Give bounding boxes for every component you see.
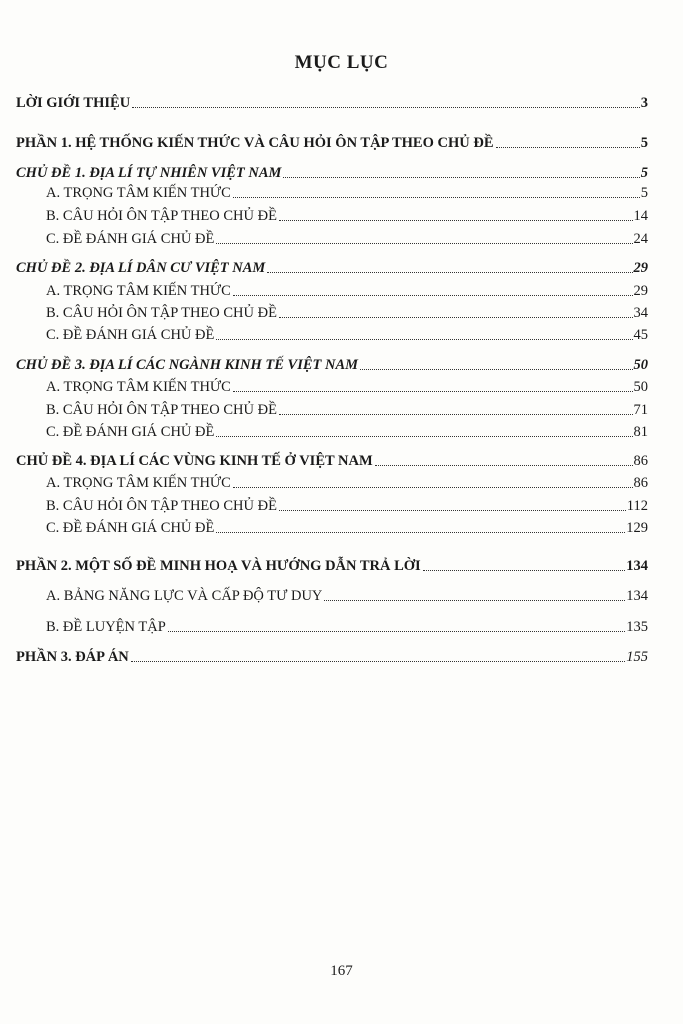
toc-entry-page: 50 bbox=[633, 357, 648, 373]
dot-leader bbox=[132, 107, 640, 108]
toc-entry-phan-2-a bbox=[46, 586, 648, 606]
toc-entry-chu-de-4-a bbox=[46, 473, 648, 493]
toc-entry-phan-2 bbox=[16, 556, 648, 576]
dot-leader bbox=[168, 631, 625, 632]
dot-leader bbox=[267, 272, 632, 273]
dot-leader bbox=[216, 243, 632, 244]
toc-entry-page: 24 bbox=[633, 231, 648, 247]
toc-entry-label: PHẦN 1. HỆ THỐNG KIẾN THỨC VÀ CÂU HỎI ÔN TẬP THEO CHỦ ĐỀ bbox=[16, 135, 494, 151]
toc-entry-page: 71 bbox=[633, 402, 648, 418]
toc-entry-label: A. BẢNG NĂNG LỰC VÀ CẤP ĐỘ TƯ DUY bbox=[46, 588, 323, 604]
toc-entry-label: C. ĐỀ ĐÁNH GIÁ CHỦ ĐỀ bbox=[46, 520, 215, 536]
toc-entry-page: 86 bbox=[633, 475, 648, 491]
toc-entry-label: C. ĐỀ ĐÁNH GIÁ CHỦ ĐỀ bbox=[46, 424, 215, 440]
dot-leader bbox=[233, 295, 633, 296]
toc-entry-page: 3 bbox=[640, 95, 648, 111]
dot-leader bbox=[233, 197, 640, 198]
dot-leader bbox=[131, 661, 625, 662]
toc-entry-chu-de-2-c bbox=[46, 325, 648, 345]
toc-entry-chu-de-3-c bbox=[46, 422, 648, 442]
toc-entry-chu-de-1 bbox=[16, 163, 648, 183]
toc-entry-page: 29 bbox=[633, 283, 648, 299]
toc-entry-label: B. CÂU HỎI ÔN TẬP THEO CHỦ ĐỀ bbox=[46, 305, 277, 321]
dot-leader bbox=[216, 436, 632, 437]
toc-entry-page: 14 bbox=[633, 208, 648, 224]
toc-entry-chu-de-3-a bbox=[46, 377, 648, 397]
toc-entry-chu-de-4 bbox=[16, 451, 648, 471]
toc-entry-label: CHỦ ĐỀ 2. ĐỊA LÍ DÂN CƯ VIỆT NAM bbox=[16, 260, 266, 276]
toc-entry-page: 134 bbox=[626, 588, 648, 604]
toc-entry-label: B. CÂU HỎI ÔN TẬP THEO CHỦ ĐỀ bbox=[46, 498, 277, 514]
toc-entry-label: PHẦN 2. MỘT SỐ ĐỀ MINH HOẠ VÀ HƯỚNG DẪN TRẢ LỜI bbox=[16, 558, 421, 574]
toc-entry-label: A. TRỌNG TÂM KIẾN THỨC bbox=[46, 283, 231, 299]
toc-entry-label: CHỦ ĐỀ 4. ĐỊA LÍ CÁC VÙNG KINH TẾ Ở VIỆT NAM bbox=[16, 453, 373, 469]
toc-entry-label: LỜI GIỚI THIỆU bbox=[16, 95, 131, 111]
toc-entry-phan-1 bbox=[16, 133, 648, 153]
toc-entry-label: B. ĐỀ LUYỆN TẬP bbox=[46, 619, 166, 635]
toc-entry-page: 34 bbox=[633, 305, 648, 321]
toc-entry-chu-de-1-b bbox=[46, 206, 648, 226]
toc-entry-label: C. ĐỀ ĐÁNH GIÁ CHỦ ĐỀ bbox=[46, 327, 215, 343]
toc-entry-label: B. CÂU HỎI ÔN TẬP THEO CHỦ ĐỀ bbox=[46, 208, 277, 224]
toc-entry-label: CHỦ ĐỀ 1. ĐỊA LÍ TỰ NHIÊN VIỆT NAM bbox=[16, 165, 282, 181]
toc-entry-label: CHỦ ĐỀ 3. ĐỊA LÍ CÁC NGÀNH KINH TẾ VIỆT NAM bbox=[16, 357, 359, 373]
toc-entry-loi-gioi-thieu bbox=[16, 93, 648, 113]
dot-leader bbox=[423, 570, 626, 571]
toc-entry-page: 45 bbox=[633, 327, 648, 343]
dot-leader bbox=[279, 220, 633, 221]
toc-entry-label: C. ĐỀ ĐÁNH GIÁ CHỦ ĐỀ bbox=[46, 231, 215, 247]
toc-entry-label: A. TRỌNG TÂM KIẾN THỨC bbox=[46, 185, 231, 201]
toc-entry-chu-de-3-b bbox=[46, 400, 648, 420]
dot-leader bbox=[216, 339, 632, 340]
toc-entry-page: 81 bbox=[633, 424, 648, 440]
toc-entry-phan-3 bbox=[16, 647, 648, 667]
page-title: MỤC LỤC bbox=[294, 52, 389, 73]
toc-entry-chu-de-2-a bbox=[46, 281, 648, 301]
toc-entry-page: 155 bbox=[626, 649, 648, 665]
toc-entry-page: 50 bbox=[633, 379, 648, 395]
dot-leader bbox=[360, 369, 632, 370]
toc-entry-page: 29 bbox=[633, 260, 648, 276]
toc-entry-chu-de-4-b bbox=[46, 496, 648, 516]
toc-entry-page: 86 bbox=[633, 453, 648, 469]
dot-leader bbox=[283, 177, 639, 178]
toc-entry-chu-de-3 bbox=[16, 355, 648, 375]
toc-entry-chu-de-1-c bbox=[46, 229, 648, 249]
toc-entry-chu-de-1-a bbox=[46, 183, 648, 203]
dot-leader bbox=[216, 532, 625, 533]
toc-entry-page: 134 bbox=[626, 558, 648, 574]
toc-entry-label: B. CÂU HỎI ÔN TẬP THEO CHỦ ĐỀ bbox=[46, 402, 277, 418]
toc-entry-chu-de-2 bbox=[16, 258, 648, 278]
toc-entry-phan-2-b bbox=[46, 617, 648, 637]
toc-entry-page: 5 bbox=[640, 165, 648, 181]
toc-entry-page: 5 bbox=[640, 185, 648, 201]
dot-leader bbox=[233, 391, 633, 392]
dot-leader bbox=[233, 487, 633, 488]
dot-leader bbox=[279, 510, 626, 511]
toc-entry-chu-de-4-c bbox=[46, 518, 648, 538]
toc-entry-page: 112 bbox=[626, 498, 648, 514]
dot-leader bbox=[496, 147, 640, 148]
dot-leader bbox=[324, 600, 625, 601]
dot-leader bbox=[375, 465, 633, 466]
dot-leader bbox=[279, 414, 633, 415]
toc-entry-label: A. TRỌNG TÂM KIẾN THỨC bbox=[46, 475, 231, 491]
toc-entry-page: 5 bbox=[640, 135, 648, 151]
toc-entry-chu-de-2-b bbox=[46, 303, 648, 323]
toc-entry-page: 129 bbox=[626, 520, 648, 536]
dot-leader bbox=[279, 317, 633, 318]
page-number: 167 bbox=[330, 963, 353, 979]
toc-entry-label: A. TRỌNG TÂM KIẾN THỨC bbox=[46, 379, 231, 395]
toc-entry-label: PHẦN 3. ĐÁP ÁN bbox=[16, 649, 129, 665]
toc-entry-page: 135 bbox=[626, 619, 648, 635]
